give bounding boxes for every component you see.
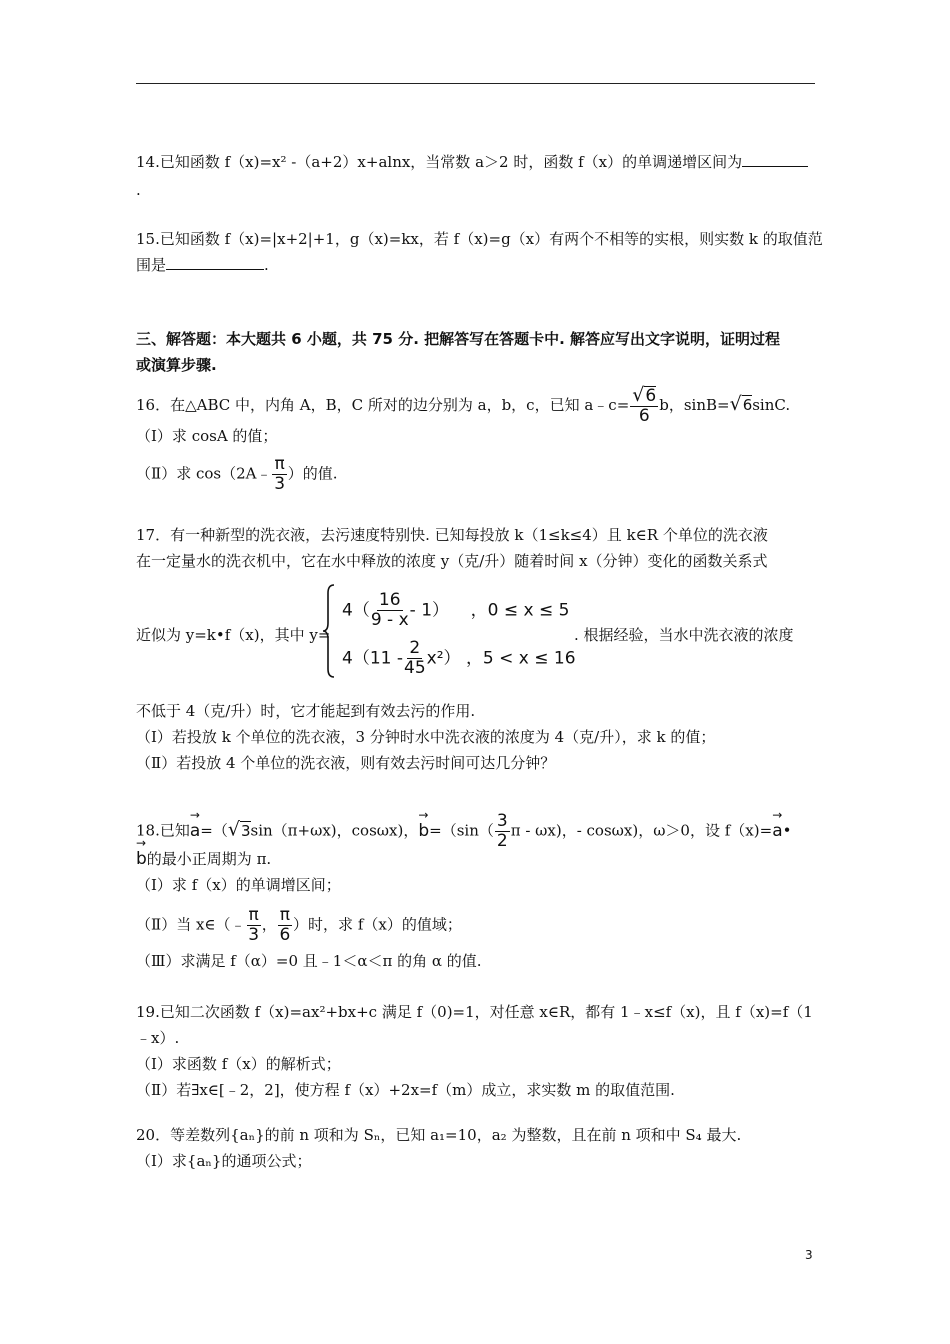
problem-15-line2: 围是 . xyxy=(136,256,269,274)
sqrt-6: 6 xyxy=(742,396,753,414)
section-3-heading-cont: 或演算步骤. xyxy=(136,356,217,374)
problem-18-q2: （Ⅱ）当 x∈（﹣ $\frac{\pi}{3}$ ， $\frac{\pi}{6}$ ）时，求 f（x）的值域； xyxy=(136,905,462,945)
problem-17-line4: 不低于 4（克/升）时，它才能起到有效去污的作用. xyxy=(136,702,476,720)
problem-17-q2: （Ⅱ）若投放 4 个单位的洗衣液，则有效去污时间可达几分钟？ xyxy=(136,754,556,772)
problem-18-line2: → b的最小正周期为 π. xyxy=(136,848,271,869)
problem-17-line3-pre: 近似为 y=k•f（x)，其中 y= xyxy=(136,626,331,644)
vector-b: → b xyxy=(418,821,429,841)
page-number: 3 xyxy=(805,1248,813,1262)
piecewise-function xyxy=(322,583,622,681)
problem-15-line1: 15.已知函数 f（x)=|x+2|+1，g（x)=kx，若 f（x)=g（x）有两个不相等的实根，则实数 k 的取值范 xyxy=(136,230,823,248)
header-rule xyxy=(136,83,815,84)
problem-17-line1: 17．有一种新型的洗衣液，去污速度特别快. 已知每投放 k（1≤k≤4）且 k∈R 个单位的洗衣液 xyxy=(136,526,768,544)
problem-19-q2: （Ⅱ）若∃x∈[﹣2，2]，使方程 f（x）+2x=f（m）成立，求实数 m 的取值范围. xyxy=(136,1081,675,1099)
piecewise-row-2: 4（11 - $\frac{2}{45}$ x²） ，5 < x ≤ 16 xyxy=(342,638,576,678)
problem-17-line3-post: . 根据经验，当水中洗衣液的浓度 xyxy=(574,626,794,644)
piecewise-row-1: 4（ $\frac{16}{9 - x}$ - 1） ，0 ≤ x ≤ 5 xyxy=(342,590,570,630)
fraction-pi-over-3: $\frac{\pi}{3}$ xyxy=(274,454,286,494)
answer-blank-15[interactable] xyxy=(166,255,264,270)
problem-16-stem: 16．在△ABC 中，内角 A，B，C 所对的边分别为 a，b，c，已知 a﹣c= $\frac{√6}{6}$ b，sinB=√6sinC. xyxy=(136,384,791,426)
problem-19-line1: 19.已知二次函数 f（x)=ax²+bx+c 满足 f（0)=1，对任意 x∈R，都有 1﹣x≤f（x)，且 f（x)=f（1 xyxy=(136,1003,813,1021)
problem-20-q1: （Ⅰ）求{aₙ}的通项公式； xyxy=(136,1152,312,1170)
problem-19-line2: ﹣x）. xyxy=(136,1029,180,1047)
problem-17-line2: 在一定量水的洗衣机中，它在水中释放的浓度 y（克/升）随着时间 x（分钟）变化的函数关系式 xyxy=(136,552,768,570)
left-brace-icon xyxy=(322,583,336,679)
problem-18-stem: 18.已知→ a=（√3sin（π+ωx)，cosωx)，→ b=（sin（ $\frac{3}{2}$ π - ωx)，- cosωx)，ω＞0，设 f（x)=→ a• xyxy=(136,812,791,851)
section-3-heading: 三、解答题：本大题共 6 小题，共 75 分. 把解答写在答题卡中. 解答应写出文字说明，证明过程 xyxy=(136,330,781,348)
fraction-sqrt6-over-6: $\frac{√6}{6}$ xyxy=(632,384,657,426)
problem-19-q1: （Ⅰ）求函数 f（x）的解析式； xyxy=(136,1055,341,1073)
problem-20-line1: 20．等差数列{aₙ}的前 n 项和为 Sₙ，已知 a₁=10，a₂ 为整数，且在前 n 项和中 S₄ 最大. xyxy=(136,1126,742,1144)
vector-a: → a xyxy=(190,821,200,841)
problem-14-text: 14. xyxy=(136,153,160,171)
problem-16-q2: （Ⅱ）求 cos（2A﹣ $\frac{\pi}{3}$ ）的值. xyxy=(136,454,338,494)
problem-14: 14.已知函数 f（x)=x² -（a+2）x+alnx，当常数 a＞2 时，函数 f（x）的单调递增区间为 . xyxy=(136,148,816,204)
problem-18-q1: （Ⅰ）求 f（x）的单调增区间； xyxy=(136,876,341,894)
answer-blank-14[interactable] xyxy=(742,152,808,167)
problem-18-q3: （Ⅲ）求满足 f（α）=0 且﹣1＜α＜π 的角 α 的值. xyxy=(136,952,482,970)
problem-17-q1: （Ⅰ）若投放 k 个单位的洗衣液，3 分钟时水中洗衣液的浓度为 4（克/升），求 k 的值； xyxy=(136,728,716,746)
problem-16-q1: （Ⅰ）求 cosA 的值； xyxy=(136,427,278,445)
